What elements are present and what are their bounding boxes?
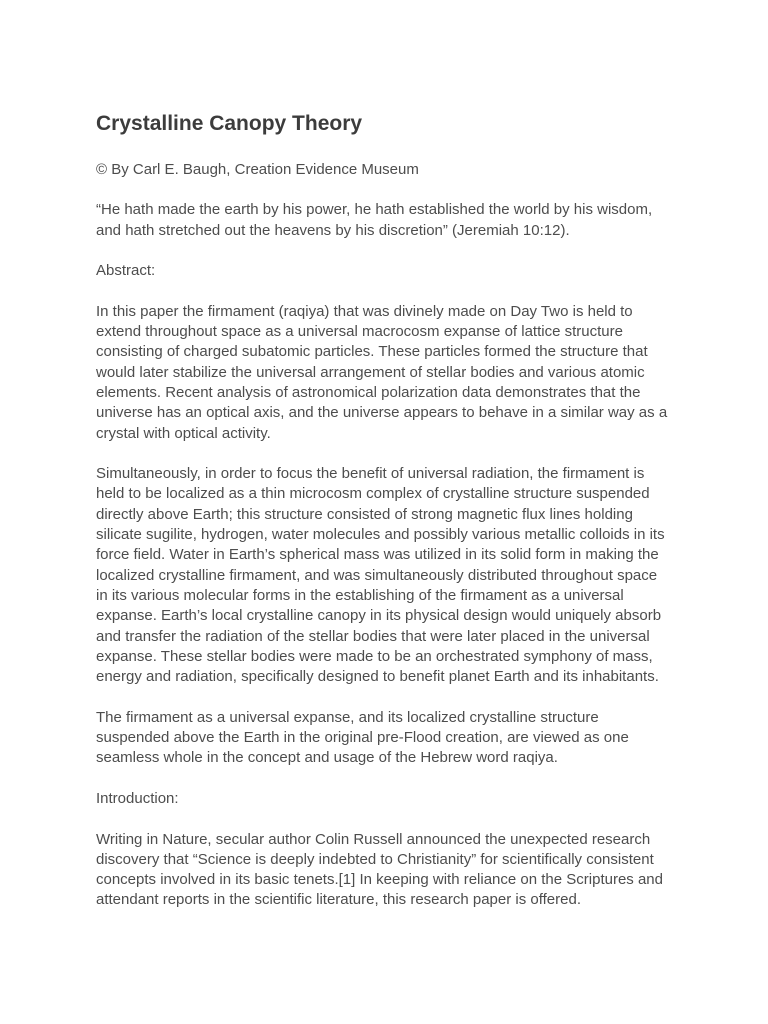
abstract-paragraph-1: In this paper the firmament (raqiya) that was divinely made on Day Two is held to extend throughout space as a universal macrocosm expanse of lattice structure consisting of charged subatomic particles. These particles formed the structure that would later stabilize the universal arrangement of stellar bodies and various atomic elements. Recent analysis of astronomical polarization data demonstrates that the universe has an optical axis, and the universe appears to behave in a similar way as a crystal with optical activity. (96, 302, 668, 442)
introduction-paragraph-1: Writing in Nature, secular author Colin Russell announced the unexpected research discovery that “Science is deeply indebted to Christianity” for scientifically consistent concepts involved in its basic tenets.[1] In keeping with reliance on the Scriptures and attendant reports in the scientific literature, this research paper is offered. (96, 830, 663, 909)
abstract-paragraph-2: Simultaneously, in order to focus the benefit of universal radiation, the firmament is held to be localized as a thin microcosm complex of crystalline structure suspended directly above Earth; this structure consisted of strong magnetic flux lines holding silicate sugilite, hydrogen, water molecules and possibly various metallic colloids in its force field. Water in Earth’s spherical mass was utilized in its solid form in making the localized crystalline firmament, and was simultaneously distributed throughout space in its various molecular forms in the establishing of the firmament as a universal expanse. Earth’s local crystalline canopy in its physical design would uniquely absorb and transfer the radiation of the stellar bodies that were later placed in the universal expanse. These stellar bodies were made to be an orchestrated symphony of mass, energy and radiation, specifically designed to benefit planet Earth and its inhabitants. (96, 465, 665, 686)
abstract-paragraph-3: The firmament as a universal expanse, and its localized crystalline structure suspended above the Earth in the original pre-Flood creation, are viewed as one seamless whole in the concept and usage of the Hebrew word raqiya. (96, 708, 629, 767)
introduction-heading: Introduction: (96, 789, 179, 807)
abstract-heading: Abstract: (96, 262, 156, 280)
epigraph-quote: “He hath made the earth by his power, he hath established the world by his wisdom, and hath stretched out the heavens by his discretion” (Jeremiah 10:12). (96, 201, 653, 239)
author-byline: © By Carl E. Baugh, Creation Evidence Museum (96, 161, 419, 178)
document-title: Crystalline Canopy Theory (96, 112, 363, 135)
